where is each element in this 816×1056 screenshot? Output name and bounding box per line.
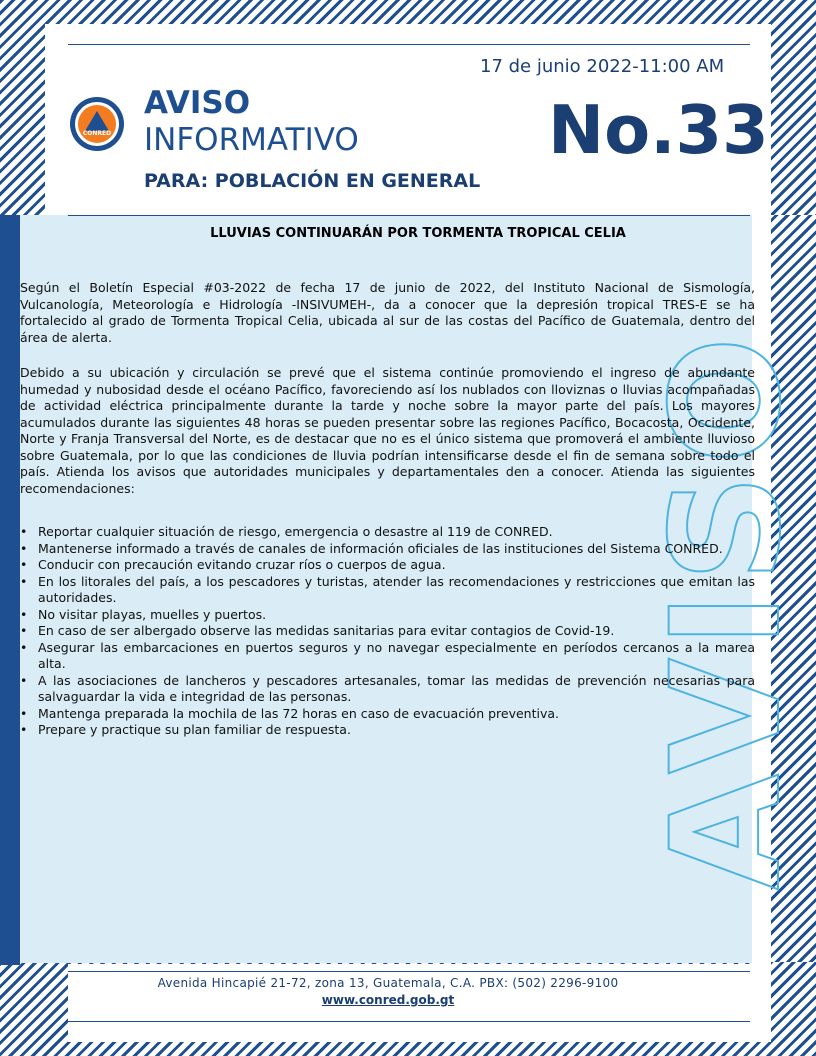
footer-bottom-rule — [68, 1021, 750, 1022]
footer-address: Avenida Hincapié 21-72, zona 13, Guatemala, C.A. PBX: (502) 2296-9100 — [157, 976, 619, 990]
list-item: • Mantenga preparada la mochila de las 72 horas en caso de evacuación preventiva. — [20, 705, 560, 721]
list-item: • Conducir con precaución evitando cruzar ríos o cuerpos de agua. — [20, 557, 446, 572]
audience-line: PARA: POBLACIÓN EN GENERAL — [144, 170, 481, 192]
list-item: • No visitar playas, muelles y puertos. — [20, 606, 267, 622]
title-aviso: AVISO — [144, 85, 251, 121]
left-accent-bar — [0, 215, 20, 965]
issue-date: 17 de junio 2022-11:00 AM — [480, 56, 725, 77]
list-item: • Prepare y practique su plan familiar de respuesta. — [20, 722, 351, 737]
conred-logo — [70, 97, 124, 151]
triangle-icon — [85, 111, 109, 131]
footer-top-rule — [68, 971, 750, 972]
list-item: • Mantenerse informado a través de canales de información oficiales de las instituciones del Sistema CONRED. — [20, 540, 723, 556]
title-informativo: INFORMATIVO — [144, 122, 359, 158]
paragraph-intro: Según el Boletín Especial #03-2022 de fecha 17 de junio de 2022, del Instituto Nacional de Sismología, Vulcanología, Meteorología e Hidrología -INSIVUMEH-, da a conocer que la depresión tropical TRES-E se ha fortalecido al grado de Tormenta Tropical Celia, ubicada al sur de las costas del Pacífico de Guatemala, dentro del área de alerta. — [20, 280, 755, 345]
bulletin-number: No.33 — [548, 91, 769, 169]
list-item: • En caso de ser albergado observe las medidas sanitarias para evitar contagios de Covid-19. — [20, 623, 615, 638]
paragraph-forecast: Debido a su ubicación y circulación se prevé que el sistema continúe promoviendo el ingreso de abundante humedad y nubosidad desde el océano Pacífico, favoreciendo así los nublados con lloviznas o lluvias acompañadas de actividad eléctrica principalmente durante la tarde y noche sobre la mayor parte del país. Los mayores acumulados durante las siguientes 48 horas se pueden presentar sobre las regiones Pacífico, Bocacosta, Occidente, Norte y Franja Transversal del Norte, es de destacar que no es el único sistema que promoverá el ambiente lluvioso sobre Guatemala, por lo que las condiciones de lluvia podrían intensificarse desde el fin de semana sobre todo el país. Atienda los avisos que autoridades municipales y departamentales den a conocer. Atienda las siguientes recomendaciones: — [20, 365, 755, 496]
list-item: • En los litorales del país, a los pescadores y turistas, atender las recomendaciones y restricciones que emitan las autoridades. — [20, 573, 755, 605]
recommendations-list — [20, 524, 755, 739]
footer-website-link[interactable]: www.conred.gob.gt — [321, 993, 455, 1007]
list-item: • Asegurar las embarcaciones en puertos seguros y no navegar especialmente en períodos cercanos a la marea alta. — [20, 639, 755, 671]
content-top-rule — [68, 215, 750, 216]
logo-text: CONRED — [82, 130, 112, 137]
list-item: • Reportar cualquier situación de riesgo, emergencia o desastre al 119 de CONRED. — [20, 524, 553, 539]
headline: LLUVIAS CONTINUARÁN POR TORMENTA TROPICAL CELIA — [210, 226, 626, 241]
list-item: • A las asociaciones de lancheros y pescadores artesanales, tomar las medidas de prevención necesarias para salvaguardar la vida e integridad de las personas. — [20, 672, 755, 704]
header-top-rule — [68, 44, 750, 45]
aviso-watermark: AVISO — [640, 326, 814, 890]
